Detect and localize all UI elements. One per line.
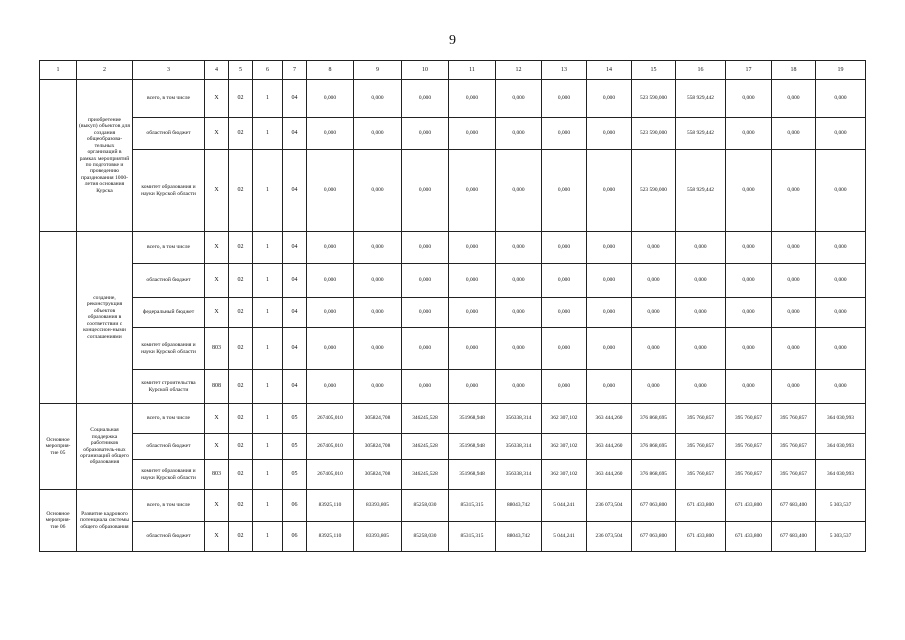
value-cell: 0,000 bbox=[354, 118, 402, 150]
main-event-cell bbox=[40, 232, 77, 404]
value-cell: 0,000 bbox=[542, 370, 587, 404]
value-cell: 351968,948 bbox=[449, 404, 496, 434]
code-cell: X bbox=[205, 404, 229, 434]
value-cell: 0,000 bbox=[816, 80, 866, 118]
budget-source-cell: областной бюджет bbox=[133, 118, 205, 150]
value-cell: 0,000 bbox=[632, 370, 676, 404]
value-cell: 0,000 bbox=[587, 298, 632, 328]
table-row bbox=[40, 264, 866, 298]
code-cell: 05 bbox=[283, 460, 307, 490]
value-cell: 0,000 bbox=[449, 298, 496, 328]
value-cell: 395 760,857 bbox=[772, 404, 816, 434]
value-cell: 85258,030 bbox=[402, 522, 449, 552]
value-cell: 346245,528 bbox=[402, 460, 449, 490]
budget-source-cell: областной бюджет bbox=[133, 264, 205, 298]
value-cell: 677 063,800 bbox=[632, 522, 676, 552]
value-cell: 0,000 bbox=[726, 150, 772, 232]
value-cell: 0,000 bbox=[587, 80, 632, 118]
code-cell: X bbox=[205, 118, 229, 150]
value-cell: 0,000 bbox=[449, 370, 496, 404]
table-row bbox=[40, 298, 866, 328]
code-cell: 06 bbox=[283, 490, 307, 522]
code-cell: X bbox=[205, 80, 229, 118]
value-cell: 0,000 bbox=[772, 80, 816, 118]
table-row bbox=[40, 404, 866, 434]
code-cell: 02 bbox=[229, 522, 253, 552]
value-cell: 363 444,260 bbox=[587, 434, 632, 460]
code-cell: 02 bbox=[229, 118, 253, 150]
value-cell: 0,000 bbox=[772, 118, 816, 150]
budget-source-cell: областной бюджет bbox=[133, 522, 205, 552]
value-cell: 395 760,857 bbox=[676, 404, 726, 434]
value-cell: 671 433,800 bbox=[726, 490, 772, 522]
column-header: 10 bbox=[402, 61, 449, 80]
code-cell: 02 bbox=[229, 434, 253, 460]
code-cell: 04 bbox=[283, 232, 307, 264]
value-cell: 0,000 bbox=[676, 370, 726, 404]
budget-source-cell: всего, в том числе bbox=[133, 404, 205, 434]
value-cell: 0,000 bbox=[772, 150, 816, 232]
code-cell: 06 bbox=[283, 522, 307, 552]
table-row bbox=[40, 118, 866, 150]
code-cell: 1 bbox=[253, 370, 283, 404]
main-event-cell: Основное мероприя-тие 05 bbox=[40, 404, 77, 490]
code-cell: 02 bbox=[229, 80, 253, 118]
value-cell: 267405,010 bbox=[307, 434, 354, 460]
value-cell: 376 868,695 bbox=[632, 460, 676, 490]
value-cell: 83925,110 bbox=[307, 522, 354, 552]
value-cell: 5 044,241 bbox=[542, 490, 587, 522]
value-cell: 0,000 bbox=[632, 264, 676, 298]
value-cell: 83393,805 bbox=[354, 490, 402, 522]
value-cell: 305824,708 bbox=[354, 460, 402, 490]
event-name-cell: создание, реконструкция объектов образования в соответствии с концессион-ными соглашениями bbox=[77, 232, 133, 404]
value-cell: 0,000 bbox=[354, 264, 402, 298]
value-cell: 0,000 bbox=[307, 118, 354, 150]
value-cell: 236 073,504 bbox=[587, 490, 632, 522]
value-cell: 677 683,400 bbox=[772, 490, 816, 522]
value-cell: 0,000 bbox=[496, 328, 542, 370]
value-cell: 523 590,000 bbox=[632, 80, 676, 118]
value-cell: 83393,805 bbox=[354, 522, 402, 552]
value-cell: 0,000 bbox=[816, 118, 866, 150]
value-cell: 364 030,993 bbox=[816, 434, 866, 460]
value-cell: 0,000 bbox=[542, 232, 587, 264]
value-cell: 364 030,993 bbox=[816, 460, 866, 490]
table-row bbox=[40, 80, 866, 118]
value-cell: 0,000 bbox=[496, 118, 542, 150]
value-cell: 671 433,800 bbox=[676, 522, 726, 552]
column-header: 8 bbox=[307, 61, 354, 80]
column-header: 2 bbox=[77, 61, 133, 80]
value-cell: 0,000 bbox=[632, 232, 676, 264]
value-cell: 395 760,857 bbox=[772, 460, 816, 490]
value-cell: 346245,528 bbox=[402, 434, 449, 460]
code-cell: X bbox=[205, 490, 229, 522]
value-cell: 0,000 bbox=[307, 80, 354, 118]
column-header: 4 bbox=[205, 61, 229, 80]
table-row bbox=[40, 522, 866, 552]
value-cell: 0,000 bbox=[449, 150, 496, 232]
value-cell: 0,000 bbox=[587, 118, 632, 150]
code-cell: 02 bbox=[229, 298, 253, 328]
code-cell: 1 bbox=[253, 460, 283, 490]
code-cell: X bbox=[205, 298, 229, 328]
code-cell: X bbox=[205, 232, 229, 264]
value-cell: 236 073,504 bbox=[587, 522, 632, 552]
value-cell: 0,000 bbox=[816, 264, 866, 298]
main-event-cell bbox=[40, 80, 77, 232]
value-cell: 558 929,442 bbox=[676, 80, 726, 118]
value-cell: 0,000 bbox=[354, 80, 402, 118]
code-cell: 05 bbox=[283, 404, 307, 434]
column-header: 13 bbox=[542, 61, 587, 80]
code-cell: X bbox=[205, 150, 229, 232]
column-header: 6 bbox=[253, 61, 283, 80]
value-cell: 0,000 bbox=[816, 370, 866, 404]
value-cell: 0,000 bbox=[772, 298, 816, 328]
value-cell: 523 590,000 bbox=[632, 150, 676, 232]
value-cell: 356338,314 bbox=[496, 434, 542, 460]
value-cell: 0,000 bbox=[542, 298, 587, 328]
value-cell: 0,000 bbox=[676, 264, 726, 298]
budget-source-cell: всего, в том числе bbox=[133, 490, 205, 522]
value-cell: 0,000 bbox=[726, 298, 772, 328]
value-cell: 363 444,260 bbox=[587, 404, 632, 434]
value-cell: 0,000 bbox=[816, 232, 866, 264]
code-cell: 1 bbox=[253, 150, 283, 232]
value-cell: 0,000 bbox=[587, 370, 632, 404]
table-row bbox=[40, 370, 866, 404]
table-row bbox=[40, 434, 866, 460]
column-header: 14 bbox=[587, 61, 632, 80]
event-name-cell: приобретение (выкуп) объектов для создания общеобразова-тельных организаций в рамках мероприятий по подготовке и проведению празднования 1000-летия основания Курска bbox=[77, 80, 133, 232]
code-cell: 02 bbox=[229, 232, 253, 264]
code-cell: 05 bbox=[283, 434, 307, 460]
table-header-row bbox=[40, 61, 866, 80]
value-cell: 0,000 bbox=[632, 328, 676, 370]
table-row bbox=[40, 150, 866, 232]
code-cell: 02 bbox=[229, 460, 253, 490]
value-cell: 83925,110 bbox=[307, 490, 354, 522]
column-header: 12 bbox=[496, 61, 542, 80]
value-cell: 0,000 bbox=[726, 232, 772, 264]
column-header: 1 bbox=[40, 61, 77, 80]
value-cell: 362 307,102 bbox=[542, 404, 587, 434]
budget-source-cell: комитет строительства Курской области bbox=[133, 370, 205, 404]
value-cell: 0,000 bbox=[307, 298, 354, 328]
value-cell: 267405,010 bbox=[307, 460, 354, 490]
code-cell: 02 bbox=[229, 328, 253, 370]
value-cell: 0,000 bbox=[307, 264, 354, 298]
value-cell: 0,000 bbox=[772, 232, 816, 264]
value-cell: 0,000 bbox=[542, 264, 587, 298]
value-cell: 0,000 bbox=[449, 328, 496, 370]
code-cell: 04 bbox=[283, 150, 307, 232]
value-cell: 0,000 bbox=[676, 232, 726, 264]
value-cell: 0,000 bbox=[726, 80, 772, 118]
value-cell: 0,000 bbox=[587, 328, 632, 370]
table-row bbox=[40, 460, 866, 490]
table-row bbox=[40, 232, 866, 264]
code-cell: 1 bbox=[253, 264, 283, 298]
code-cell: 02 bbox=[229, 370, 253, 404]
value-cell: 0,000 bbox=[542, 80, 587, 118]
budget-table bbox=[39, 60, 866, 552]
value-cell: 0,000 bbox=[449, 118, 496, 150]
value-cell: 0,000 bbox=[449, 80, 496, 118]
value-cell: 0,000 bbox=[402, 118, 449, 150]
value-cell: 0,000 bbox=[354, 370, 402, 404]
value-cell: 671 433,800 bbox=[726, 522, 772, 552]
value-cell: 671 433,800 bbox=[676, 490, 726, 522]
value-cell: 5 303,537 bbox=[816, 490, 866, 522]
value-cell: 558 929,442 bbox=[676, 150, 726, 232]
value-cell: 363 444,260 bbox=[587, 460, 632, 490]
budget-source-cell: комитет образования и науки Курской области bbox=[133, 460, 205, 490]
value-cell: 376 868,695 bbox=[632, 434, 676, 460]
value-cell: 0,000 bbox=[542, 118, 587, 150]
code-cell: 04 bbox=[283, 80, 307, 118]
value-cell: 305824,708 bbox=[354, 434, 402, 460]
value-cell: 5 044,241 bbox=[542, 522, 587, 552]
value-cell: 0,000 bbox=[402, 370, 449, 404]
value-cell: 395 760,857 bbox=[726, 460, 772, 490]
column-header: 15 bbox=[632, 61, 676, 80]
value-cell: 0,000 bbox=[772, 264, 816, 298]
code-cell: 04 bbox=[283, 264, 307, 298]
value-cell: 0,000 bbox=[402, 264, 449, 298]
budget-source-cell: комитет образования и науки Курской области bbox=[133, 150, 205, 232]
code-cell: 1 bbox=[253, 80, 283, 118]
value-cell: 85258,030 bbox=[402, 490, 449, 522]
value-cell: 395 760,857 bbox=[772, 434, 816, 460]
budget-source-cell: федеральный бюджет bbox=[133, 298, 205, 328]
value-cell: 0,000 bbox=[354, 150, 402, 232]
code-cell: 803 bbox=[205, 460, 229, 490]
value-cell: 376 868,695 bbox=[632, 404, 676, 434]
column-header: 11 bbox=[449, 61, 496, 80]
value-cell: 0,000 bbox=[587, 264, 632, 298]
code-cell: 04 bbox=[283, 328, 307, 370]
value-cell: 0,000 bbox=[402, 80, 449, 118]
value-cell: 0,000 bbox=[632, 298, 676, 328]
value-cell: 0,000 bbox=[449, 264, 496, 298]
value-cell: 0,000 bbox=[307, 370, 354, 404]
value-cell: 0,000 bbox=[354, 328, 402, 370]
event-name-cell: Социальная поддержка работников образователь-ных организаций общего образования bbox=[77, 404, 133, 490]
value-cell: 0,000 bbox=[772, 370, 816, 404]
value-cell: 0,000 bbox=[354, 232, 402, 264]
code-cell: X bbox=[205, 434, 229, 460]
value-cell: 0,000 bbox=[726, 370, 772, 404]
value-cell: 395 760,857 bbox=[726, 404, 772, 434]
value-cell: 0,000 bbox=[587, 232, 632, 264]
code-cell: 803 bbox=[205, 328, 229, 370]
value-cell: 0,000 bbox=[402, 232, 449, 264]
value-cell: 364 030,993 bbox=[816, 404, 866, 434]
table-row bbox=[40, 328, 866, 370]
value-cell: 88043,742 bbox=[496, 490, 542, 522]
table-row bbox=[40, 490, 866, 522]
value-cell: 0,000 bbox=[307, 232, 354, 264]
column-header: 7 bbox=[283, 61, 307, 80]
value-cell: 0,000 bbox=[496, 298, 542, 328]
value-cell: 0,000 bbox=[496, 232, 542, 264]
column-header: 17 bbox=[726, 61, 772, 80]
code-cell: 1 bbox=[253, 404, 283, 434]
value-cell: 677 683,400 bbox=[772, 522, 816, 552]
column-header: 3 bbox=[133, 61, 205, 80]
value-cell: 362 307,102 bbox=[542, 460, 587, 490]
main-event-cell: Основное мероприя-тие 06 bbox=[40, 490, 77, 552]
value-cell: 0,000 bbox=[496, 370, 542, 404]
budget-source-cell: комитет образования и науки Курской области bbox=[133, 328, 205, 370]
value-cell: 0,000 bbox=[307, 150, 354, 232]
code-cell: 04 bbox=[283, 118, 307, 150]
value-cell: 0,000 bbox=[816, 328, 866, 370]
value-cell: 0,000 bbox=[816, 150, 866, 232]
value-cell: 356338,314 bbox=[496, 460, 542, 490]
code-cell: X bbox=[205, 264, 229, 298]
value-cell: 356338,314 bbox=[496, 404, 542, 434]
value-cell: 0,000 bbox=[496, 80, 542, 118]
value-cell: 362 307,102 bbox=[542, 434, 587, 460]
value-cell: 523 590,000 bbox=[632, 118, 676, 150]
value-cell: 0,000 bbox=[676, 328, 726, 370]
value-cell: 346245,528 bbox=[402, 404, 449, 434]
value-cell: 85315,315 bbox=[449, 522, 496, 552]
code-cell: 1 bbox=[253, 298, 283, 328]
code-cell: 1 bbox=[253, 118, 283, 150]
value-cell: 351968,948 bbox=[449, 434, 496, 460]
code-cell: 1 bbox=[253, 328, 283, 370]
value-cell: 0,000 bbox=[726, 118, 772, 150]
value-cell: 395 760,857 bbox=[676, 460, 726, 490]
value-cell: 0,000 bbox=[402, 328, 449, 370]
value-cell: 0,000 bbox=[726, 264, 772, 298]
value-cell: 0,000 bbox=[772, 328, 816, 370]
value-cell: 88043,742 bbox=[496, 522, 542, 552]
column-header: 5 bbox=[229, 61, 253, 80]
code-cell: 1 bbox=[253, 522, 283, 552]
code-cell: 808 bbox=[205, 370, 229, 404]
value-cell: 0,000 bbox=[816, 298, 866, 328]
code-cell: X bbox=[205, 522, 229, 552]
value-cell: 395 760,857 bbox=[676, 434, 726, 460]
value-cell: 0,000 bbox=[676, 298, 726, 328]
value-cell: 0,000 bbox=[726, 328, 772, 370]
budget-source-cell: всего, в том числе bbox=[133, 232, 205, 264]
value-cell: 5 303,537 bbox=[816, 522, 866, 552]
code-cell: 02 bbox=[229, 150, 253, 232]
code-cell: 1 bbox=[253, 434, 283, 460]
page-number: 9 bbox=[449, 33, 456, 48]
value-cell: 558 929,442 bbox=[676, 118, 726, 150]
table-body bbox=[40, 80, 866, 552]
value-cell: 0,000 bbox=[542, 328, 587, 370]
budget-source-cell: всего, в том числе bbox=[133, 80, 205, 118]
code-cell: 1 bbox=[253, 232, 283, 264]
column-header: 9 bbox=[354, 61, 402, 80]
code-cell: 1 bbox=[253, 490, 283, 522]
column-header: 16 bbox=[676, 61, 726, 80]
value-cell: 351968,948 bbox=[449, 460, 496, 490]
value-cell: 305824,708 bbox=[354, 404, 402, 434]
value-cell: 0,000 bbox=[449, 232, 496, 264]
column-header: 19 bbox=[816, 61, 866, 80]
code-cell: 02 bbox=[229, 264, 253, 298]
value-cell: 0,000 bbox=[402, 150, 449, 232]
value-cell: 395 760,857 bbox=[726, 434, 772, 460]
value-cell: 267405,010 bbox=[307, 404, 354, 434]
event-name-cell: Развитие кадрового потенциала системы общего образования bbox=[77, 490, 133, 552]
value-cell: 0,000 bbox=[587, 150, 632, 232]
code-cell: 04 bbox=[283, 298, 307, 328]
value-cell: 85315,315 bbox=[449, 490, 496, 522]
budget-source-cell: областной бюджет bbox=[133, 434, 205, 460]
value-cell: 0,000 bbox=[354, 298, 402, 328]
code-cell: 04 bbox=[283, 370, 307, 404]
value-cell: 0,000 bbox=[402, 298, 449, 328]
value-cell: 0,000 bbox=[496, 264, 542, 298]
value-cell: 677 063,800 bbox=[632, 490, 676, 522]
column-header: 18 bbox=[772, 61, 816, 80]
code-cell: 02 bbox=[229, 490, 253, 522]
value-cell: 0,000 bbox=[542, 150, 587, 232]
code-cell: 02 bbox=[229, 404, 253, 434]
value-cell: 0,000 bbox=[496, 150, 542, 232]
value-cell: 0,000 bbox=[307, 328, 354, 370]
